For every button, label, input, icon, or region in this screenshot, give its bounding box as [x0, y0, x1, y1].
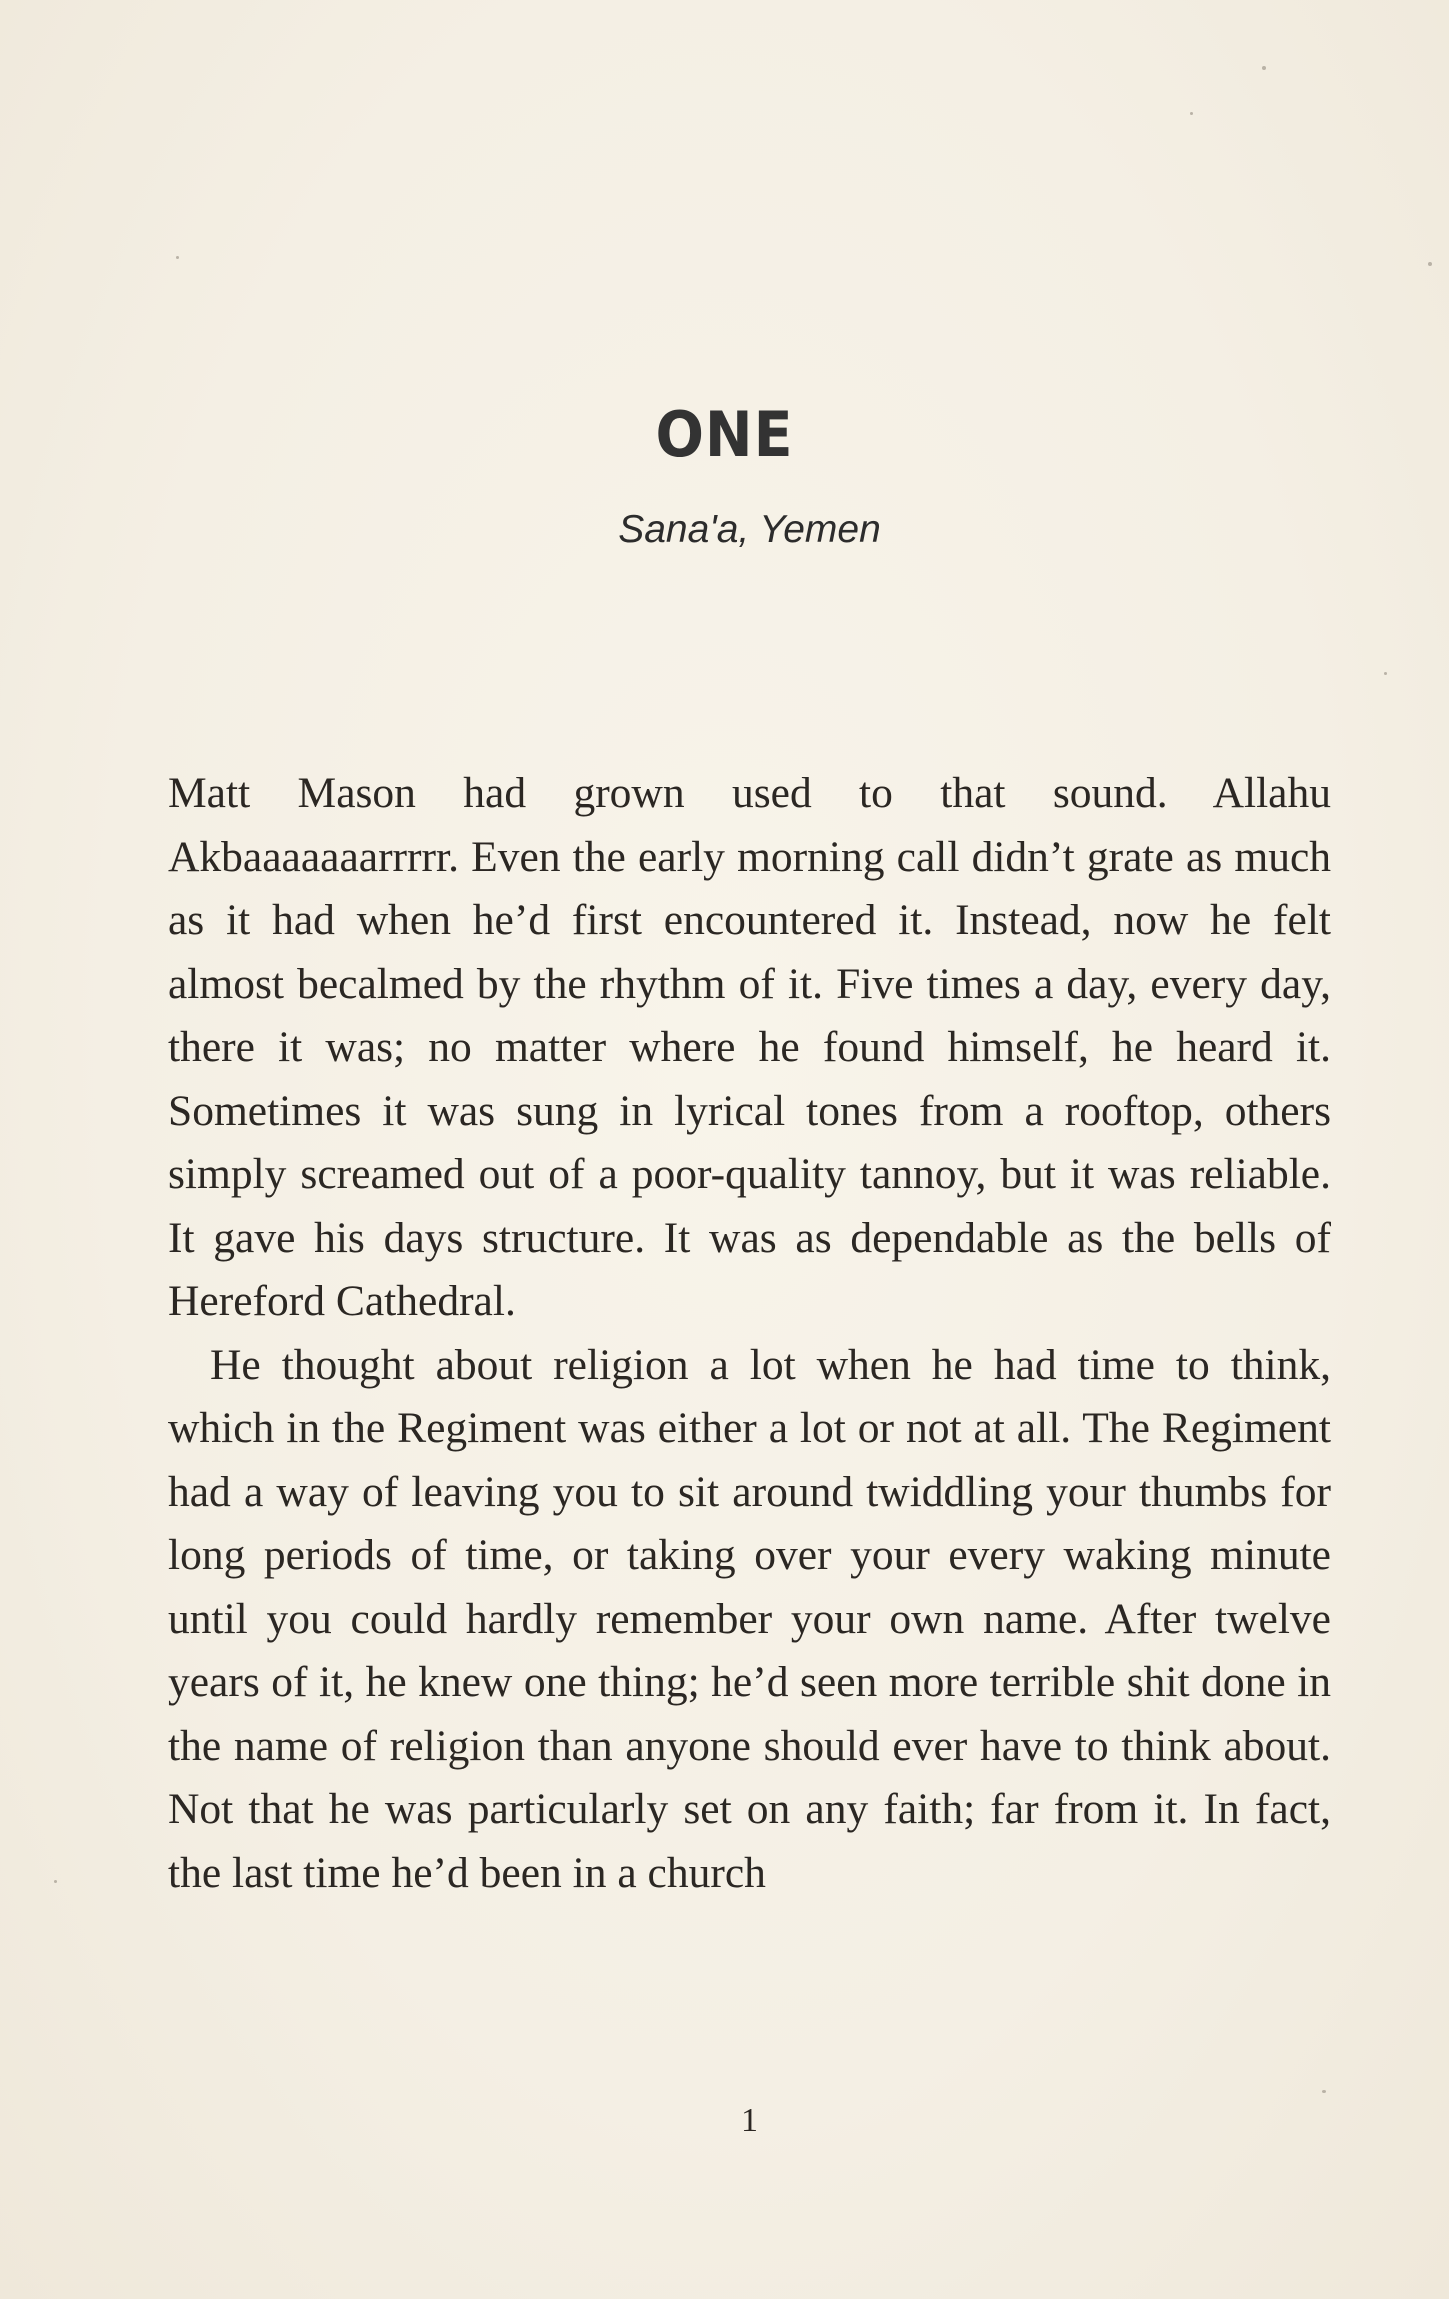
paper-speck [1190, 112, 1193, 115]
paper-speck [1384, 672, 1387, 675]
body-text [168, 762, 1331, 1905]
paper-speck [1262, 66, 1266, 70]
paper-speck [176, 256, 179, 259]
paper-speck [54, 1880, 57, 1883]
paper-speck [1428, 262, 1432, 266]
chapter-location: Sana'a, Yemen [618, 508, 881, 551]
paragraph: He thought about religion a lot when he had time to think, which in the Regiment was either a lot or not at all. The Regiment had a way of leaving you to sit around twiddling your thumbs for long periods of time, or taking over your every waking minute until you could hardly remember your own name. After twelve years of it, he knew one thing; he’d seen more terrible shit done in the name of religion than anyone should ever have to think about. Not that he was particularly set on any faith; far from it. In fact, the last time he’d been in a church [168, 1340, 1331, 1897]
paragraph: Matt Mason had grown used to that sound. Allahu Akbaaaaaaarrrrr. Even the early morning call didn’t grate as much as it had when he’d first encountered it. Instead, now he felt almost becalmed by the rhythm of it. Five times a day, every day, there it was; no matter where he found himself, he heard it. Sometimes it was sung in lyrical tones from a rooftop, others simply screamed out of a poor-quality tannoy, but it was reliable. It gave his days structure. It was as dependable as the bells of Hereford Cathedral. [168, 769, 1331, 1325]
chapter-title: ONE [655, 398, 794, 471]
page-number: 1 [741, 2102, 758, 2139]
paper-speck [1322, 2090, 1326, 2093]
